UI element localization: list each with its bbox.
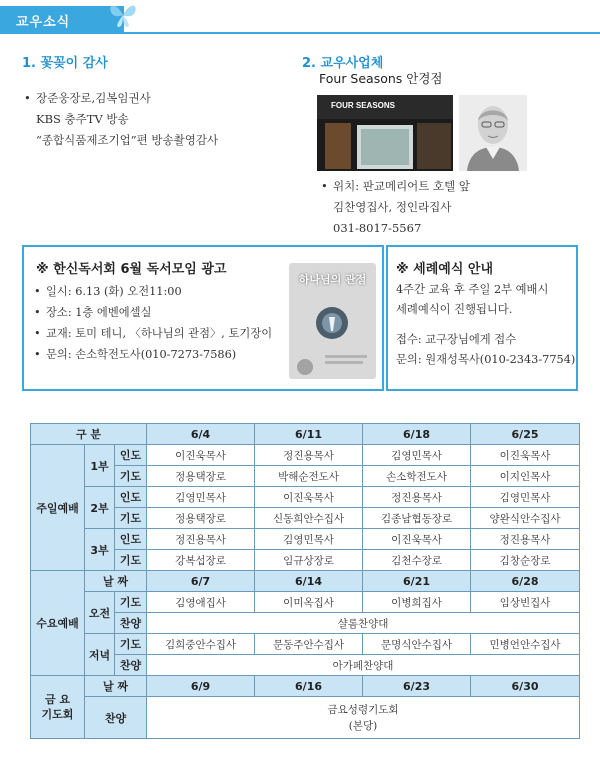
schedule-cell: 이미옥집사 — [255, 592, 363, 613]
schedule-cell: 임규상장로 — [255, 550, 363, 571]
book-cover-title: 하나님의 관점 — [298, 273, 367, 286]
role-label: 찬양 — [115, 613, 147, 634]
date-cell: 6/23 — [363, 676, 471, 697]
schedule-cell: 손소학전도사 — [363, 466, 471, 487]
schedule-cell: 박해순전도사 — [255, 466, 363, 487]
schedule-cell: 김창순장로 — [471, 550, 580, 571]
date-cell: 6/28 — [471, 571, 580, 592]
table-row — [31, 424, 580, 445]
schedule-cell: 이지인목사 — [471, 466, 580, 487]
section2-list: • 위치: 판교메리어트 호텔 앞 김찬영집사, 정인라집사 031-8017-5567 — [321, 179, 471, 235]
service-label: 2부 — [85, 487, 115, 529]
baptism-line: 4주간 교육 후 주일 2부 예배시 — [396, 283, 549, 296]
wednesday-worship-label: 수요예배 — [31, 571, 85, 676]
section1-line: KBS 충주TV 방송 — [36, 112, 129, 126]
date-cell: 6/16 — [255, 676, 363, 697]
schedule-cell: 김영애집사 — [147, 592, 255, 613]
baptism-line: 문의: 원재성목사(010-2343-7754) — [396, 353, 576, 366]
choir-cell: 아가페찬양대 — [147, 655, 580, 676]
schedule-cell: 김영민목사 — [255, 529, 363, 550]
role-label: 기도 — [115, 592, 147, 613]
schedule-cell: 민병언안수집사 — [471, 634, 580, 655]
date-label: 날 짜 — [85, 676, 147, 697]
schedule-cell: 문명식안수집사 — [363, 634, 471, 655]
section1-title: 1. 꽃꽂이 감사 — [22, 56, 108, 71]
date-cell: 6/18 — [363, 424, 471, 445]
schedule-cell: 이진욱목사 — [255, 487, 363, 508]
baptism-line: 세례예식이 진행됩니다. — [396, 303, 513, 316]
friday-praise-line: (본당) — [348, 719, 378, 732]
baptism-line: 접수: 교구장님에게 접수 — [396, 333, 517, 346]
schedule-cell: 김영민목사 — [363, 445, 471, 466]
date-cell: 6/4 — [147, 424, 255, 445]
schedule-cell: 이진욱목사 — [363, 529, 471, 550]
section2-line: 김찬영집사, 정인라집사 — [333, 200, 452, 214]
friday-praise-line: 금요성령기도회 — [327, 703, 399, 716]
schedule-cell: 정진용목사 — [363, 487, 471, 508]
date-label: 날 짜 — [85, 571, 147, 592]
section1-line: “종합식품제조기업”편 방송촬영감사 — [36, 133, 219, 147]
table-row — [31, 445, 580, 466]
date-cell: 6/14 — [255, 571, 363, 592]
friday-praise-cell — [147, 697, 580, 739]
date-cell: 6/21 — [363, 571, 471, 592]
reading-club-list: • 일시: 6.13 (화) 오전11:00 • 장소: 1층 에벤에셀실 • 교재: 토미 테니, 〈하나님의 관점〉, 토기장이 • 문의: 손소학전도사(010-7273-7586) — [34, 285, 273, 361]
section1-list: • 장준웅장로,김복임권사 KBS 충주TV 방송 “종합식품제조기업”편 방송촬영감사 — [24, 91, 219, 147]
baptism-title: ※ 세례예식 안내 — [396, 262, 494, 277]
book-cover — [289, 263, 376, 379]
role-label: 인도 — [115, 487, 147, 508]
schedule-cell: 정진용목사 — [255, 445, 363, 466]
friday-label-line: 기도회 — [41, 708, 74, 721]
schedule-cell: 임상빈집사 — [471, 592, 580, 613]
schedule-cell: 이진욱목사 — [147, 445, 255, 466]
date-cell: 6/7 — [147, 571, 255, 592]
schedule-cell: 김천수장로 — [363, 550, 471, 571]
role-label: 인도 — [115, 529, 147, 550]
date-cell: 6/30 — [471, 676, 580, 697]
section1-line: 장준웅장로,김복임권사 — [36, 91, 151, 105]
reading-item: 교재: 토미 테니, 〈하나님의 관점〉, 토기장이 — [46, 327, 273, 340]
reading-club-title: ※ 한신독서회 6월 독서모임 광고 — [36, 262, 227, 277]
schedule-cell: 이병희집사 — [363, 592, 471, 613]
service-label: 1부 — [85, 445, 115, 487]
section2-title: 2. 교우사업체 — [302, 56, 384, 71]
schedule-cell: 김종남협동장로 — [363, 508, 471, 529]
table-row — [31, 634, 580, 655]
butterfly-icon — [106, 0, 140, 30]
reading-item: 일시: 6.13 (화) 오전11:00 — [46, 285, 182, 298]
role-label: 찬양 — [115, 655, 147, 676]
section2-line: 위치: 판교메리어트 호텔 앞 — [333, 179, 471, 193]
schedule-cell: 신동희안수집사 — [255, 508, 363, 529]
store-photo — [317, 95, 453, 171]
schedule-cell: 양완식안수집사 — [471, 508, 580, 529]
choir-cell: 샬롬찬양대 — [147, 613, 580, 634]
schedule-cell: 강복섭장로 — [147, 550, 255, 571]
friday-prayer-label — [31, 676, 85, 739]
store-sign: FOUR SEASONS — [331, 101, 396, 110]
friday-label-line: 금 요 — [44, 693, 71, 706]
schedule-cell: 김희중안수집사 — [147, 634, 255, 655]
reading-item: 문의: 손소학전도사(010-7273-7586) — [46, 348, 237, 361]
session-label: 저녁 — [85, 634, 115, 676]
date-cell: 6/11 — [255, 424, 363, 445]
worship-schedule-table — [30, 423, 580, 739]
role-label: 기도 — [115, 466, 147, 487]
schedule-cell: 이진욱목사 — [471, 445, 580, 466]
schedule-cell: 김영민목사 — [147, 487, 255, 508]
header-divider — [0, 32, 600, 34]
session-label: 오전 — [85, 592, 115, 634]
owner-photo — [459, 95, 527, 171]
baptism-list — [396, 280, 575, 370]
section2-line: 031-8017-5567 — [333, 221, 422, 235]
role-label: 찬양 — [85, 697, 147, 739]
table-row — [31, 571, 580, 592]
schedule-cell: 정용택장로 — [147, 466, 255, 487]
role-label: 기도 — [115, 634, 147, 655]
table-row — [31, 676, 580, 697]
schedule-cell: 김영민목사 — [471, 487, 580, 508]
schedule-cell: 정진용목사 — [471, 529, 580, 550]
service-label: 3부 — [85, 529, 115, 571]
schedule-cell: 문동주안수집사 — [255, 634, 363, 655]
table-row — [31, 592, 580, 613]
business-name: Four Seasons 안경점 — [319, 71, 443, 86]
schedule-cell: 정용택장로 — [147, 508, 255, 529]
table-row — [31, 529, 580, 550]
table-row — [31, 487, 580, 508]
sunday-worship-label: 주일예배 — [31, 445, 85, 571]
date-cell: 6/25 — [471, 424, 580, 445]
role-label: 기도 — [115, 550, 147, 571]
reading-item: 장소: 1층 에벤에셀실 — [46, 306, 152, 319]
role-label: 기도 — [115, 508, 147, 529]
role-label: 인도 — [115, 445, 147, 466]
table-header-label: 구 분 — [31, 424, 147, 445]
table-row — [31, 697, 580, 739]
date-cell: 6/9 — [147, 676, 255, 697]
schedule-cell: 정진용목사 — [147, 529, 255, 550]
section-header-title: 교우소식 — [16, 15, 71, 30]
